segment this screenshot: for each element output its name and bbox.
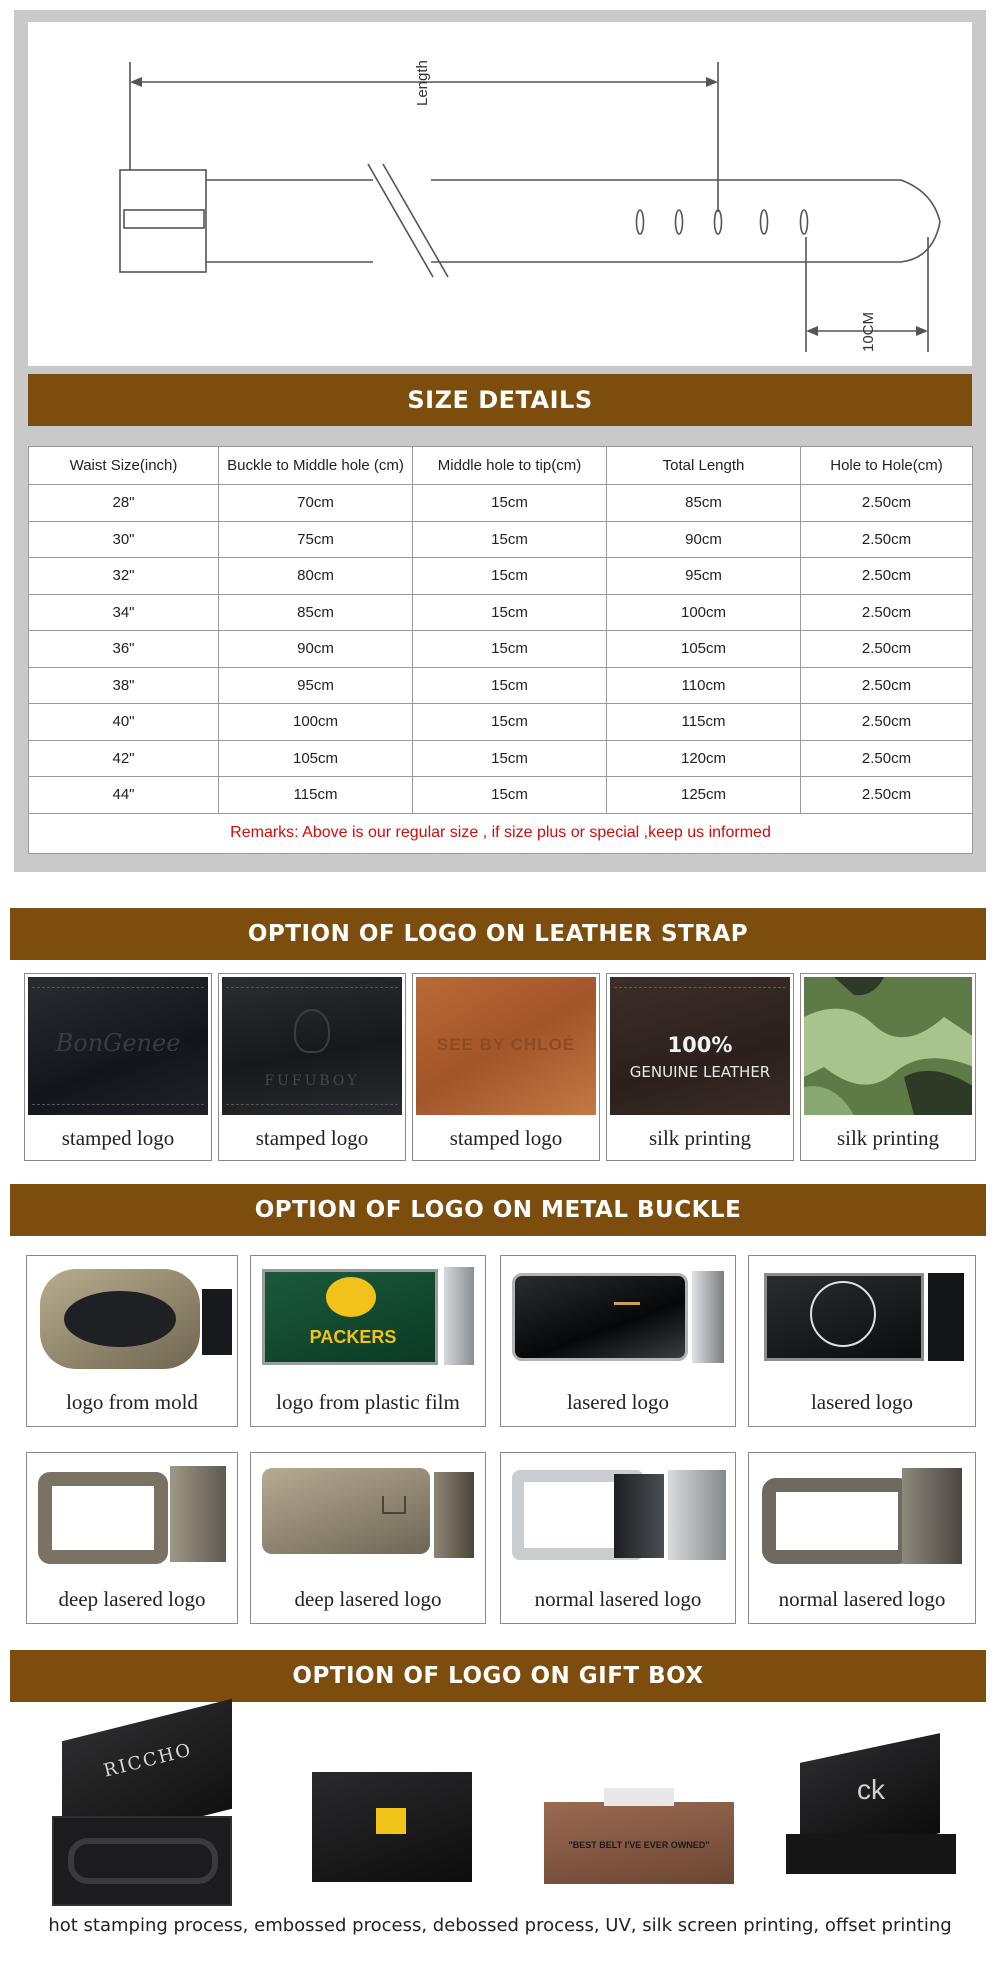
strap-image-3 <box>416 977 596 1115</box>
size-table-cell: 100cm <box>607 594 801 631</box>
size-table-cell: 15cm <box>413 558 607 595</box>
strap-tile-1 <box>24 973 212 1161</box>
size-table-cell: 15cm <box>413 485 607 522</box>
buckle-tile-3 <box>500 1255 736 1427</box>
size-table-row <box>29 631 973 668</box>
strap-caption-3: stamped logo <box>449 1126 563 1150</box>
buckle-caption-4: lasered logo <box>810 1390 914 1414</box>
size-table-row <box>29 667 973 704</box>
size-table-cell: 2.50cm <box>801 485 973 522</box>
gift-box-3-quote: "BEST BELT I'VE EVER OWNED" <box>568 1840 710 1850</box>
size-table-cell: 44" <box>29 777 219 814</box>
gift-box-process-caption: hot stamping process, embossed process, debossed process, UV, silk screen printing, offset printing <box>48 1915 952 1936</box>
size-table-container <box>28 446 972 854</box>
strap-tile-5 <box>800 973 976 1161</box>
strap-image-4 <box>610 977 790 1115</box>
size-table-cell: 100cm <box>219 704 413 741</box>
lasered-plate-1 <box>512 1273 688 1361</box>
size-panel <box>14 10 986 872</box>
crown-icon <box>382 1496 406 1514</box>
remarks-row <box>29 813 973 853</box>
buckle-tile-6 <box>250 1452 486 1624</box>
size-table-cell: 40" <box>29 704 219 741</box>
size-table-cell: 105cm <box>219 740 413 777</box>
size-table-cell: 42" <box>29 740 219 777</box>
size-table-cell: 15cm <box>413 740 607 777</box>
lasered-side-block <box>614 1474 664 1558</box>
size-table-row <box>29 740 973 777</box>
gift-box-1 <box>52 1720 242 1908</box>
size-table-cell: 36" <box>29 631 219 668</box>
strap-section-heading: OPTION OF LOGO ON LEATHER STRAP <box>10 908 986 960</box>
col-header-hole-to-hole: Hole to Hole(cm) <box>801 447 973 485</box>
buckle-caption-7: normal lasered logo <box>534 1587 702 1611</box>
size-table-cell: 32" <box>29 558 219 595</box>
strap-print-line1: 100% <box>667 1033 733 1057</box>
col-header-buckle-to-middle: Buckle to Middle hole (cm) <box>219 447 413 485</box>
buckle-image-4 <box>752 1259 972 1383</box>
buckle-tile-7 <box>500 1452 736 1624</box>
size-table-cell: 15cm <box>413 704 607 741</box>
size-table-cell: 2.50cm <box>801 521 973 558</box>
col-header-waist: Waist Size(inch) <box>29 447 219 485</box>
buckle-image-5 <box>30 1456 234 1580</box>
strap-stamp-text-2: FUFUBOY <box>264 1073 360 1089</box>
remarks-text: Remarks: Above is our regular size , if size plus or special ,keep us informed <box>29 813 973 853</box>
strap-stamp-text-3: SEE BY CHLOÉ <box>436 1035 576 1054</box>
size-table-row <box>29 485 973 522</box>
size-table-cell: 85cm <box>219 594 413 631</box>
size-table-cell: 15cm <box>413 631 607 668</box>
gift-box-3 <box>544 1788 734 1884</box>
buckle-caption-6: deep lasered logo <box>294 1587 442 1611</box>
buckle-tile-8 <box>748 1452 976 1624</box>
size-details-heading: SIZE DETAILS <box>28 374 972 426</box>
size-table-cell: 15cm <box>413 594 607 631</box>
strap-image-2 <box>222 977 402 1115</box>
strap-image-5 <box>804 977 972 1115</box>
size-table-cell: 34" <box>29 594 219 631</box>
strap-caption-2: stamped logo <box>255 1126 369 1150</box>
gift-box-1-brand: RICCHO <box>101 1739 195 1782</box>
strap-tile-2 <box>218 973 406 1161</box>
wonder-woman-logo-icon <box>614 1289 640 1305</box>
buckle-caption-3: lasered logo <box>566 1390 670 1414</box>
size-table-row <box>29 558 973 595</box>
strap-print-line2: GENUINE LEATHER <box>629 1063 771 1081</box>
strap-stamp-text-1: BonGenee <box>55 1029 181 1057</box>
gunmetal-frame <box>762 1478 912 1564</box>
size-table-cell: 28" <box>29 485 219 522</box>
gift-box-4-base <box>786 1834 956 1874</box>
size-table-cell: 105cm <box>607 631 801 668</box>
size-table-cell: 90cm <box>607 521 801 558</box>
bunny-icon <box>294 1009 330 1053</box>
size-table-cell: 95cm <box>607 558 801 595</box>
army-seal-icon <box>810 1281 876 1347</box>
size-table-cell: 2.50cm <box>801 631 973 668</box>
size-table-cell: 70cm <box>219 485 413 522</box>
strap-caption-1: stamped logo <box>61 1126 175 1150</box>
size-table-cell: 80cm <box>219 558 413 595</box>
buckle-side-plate <box>170 1466 226 1562</box>
buckle-tile-2 <box>250 1255 486 1427</box>
strap-caption-4: silk printing <box>648 1126 752 1150</box>
buckle-section-heading: OPTION OF LOGO ON METAL BUCKLE <box>10 1184 986 1236</box>
size-table <box>28 446 973 854</box>
belt-outline-drawing <box>28 22 972 366</box>
strap-tile-4 <box>606 973 794 1161</box>
buckle-image-8 <box>752 1456 972 1580</box>
col-header-middle-to-tip: Middle hole to tip(cm) <box>413 447 607 485</box>
buckle-image-1 <box>30 1259 234 1383</box>
size-table-cell: 30" <box>29 521 219 558</box>
size-table-row <box>29 521 973 558</box>
gift-box-section-heading: OPTION OF LOGO ON GIFT BOX <box>10 1650 986 1702</box>
belt-diagram <box>28 22 972 366</box>
size-table-cell: 2.50cm <box>801 594 973 631</box>
packers-text: PACKERS <box>309 1327 397 1347</box>
prince-side-block <box>902 1468 962 1564</box>
g-logo-icon <box>326 1277 376 1317</box>
size-table-row <box>29 704 973 741</box>
gift-box-3-label <box>604 1788 674 1806</box>
col-header-total-length: Total Length <box>607 447 801 485</box>
buckle-tile-1 <box>26 1255 238 1427</box>
size-table-cell: 125cm <box>607 777 801 814</box>
size-table-cell: 2.50cm <box>801 704 973 741</box>
size-table-cell: 90cm <box>219 631 413 668</box>
pin-buckle-frame <box>38 1472 168 1564</box>
gift-box-2-logo-icon <box>376 1808 406 1834</box>
size-table-cell: 2.50cm <box>801 740 973 777</box>
size-table-cell: 95cm <box>219 667 413 704</box>
buckle-image-7 <box>504 1456 732 1580</box>
buckle-caption-2: logo from plastic film <box>276 1390 460 1414</box>
size-table-row <box>29 594 973 631</box>
size-table-cell: 120cm <box>607 740 801 777</box>
size-table-cell: 75cm <box>219 521 413 558</box>
buckle-tile-4 <box>748 1255 976 1427</box>
strap-tile-3 <box>412 973 600 1161</box>
strap-caption-5: silk printing <box>836 1126 940 1150</box>
size-table-cell: 15cm <box>413 667 607 704</box>
size-table-cell: 110cm <box>607 667 801 704</box>
size-table-row <box>29 777 973 814</box>
coiled-belt <box>68 1838 218 1884</box>
gift-box-4 <box>786 1738 956 1878</box>
buckle-caption-8: normal lasered logo <box>778 1587 946 1611</box>
strap-image-1 <box>28 977 208 1115</box>
size-table-cell: 15cm <box>413 777 607 814</box>
buckle-tile-5 <box>26 1452 238 1624</box>
size-table-header-row <box>29 447 973 485</box>
buckle-caption-5: deep lasered logo <box>58 1587 206 1611</box>
size-table-cell: 2.50cm <box>801 667 973 704</box>
buckle-image-3 <box>504 1259 732 1383</box>
bat-emblem-icon <box>64 1291 176 1347</box>
size-table-cell: 2.50cm <box>801 777 973 814</box>
size-table-cell: 115cm <box>607 704 801 741</box>
size-table-cell: 85cm <box>607 485 801 522</box>
length-label: Length <box>414 60 431 106</box>
gift-box-2 <box>312 1752 472 1882</box>
buckle-shape <box>120 170 206 272</box>
size-table-cell: 115cm <box>219 777 413 814</box>
buckle-caption-1: logo from mold <box>66 1390 198 1414</box>
camouflage-pattern <box>804 977 972 1115</box>
buckle-image-2 <box>254 1259 482 1383</box>
buckle-image-6 <box>254 1456 482 1580</box>
gift-box-4-brand: ck <box>857 1774 885 1805</box>
tip-length-label: 10CM <box>860 311 877 352</box>
size-table-cell: 2.50cm <box>801 558 973 595</box>
size-table-cell: 38" <box>29 667 219 704</box>
size-table-cell: 15cm <box>413 521 607 558</box>
